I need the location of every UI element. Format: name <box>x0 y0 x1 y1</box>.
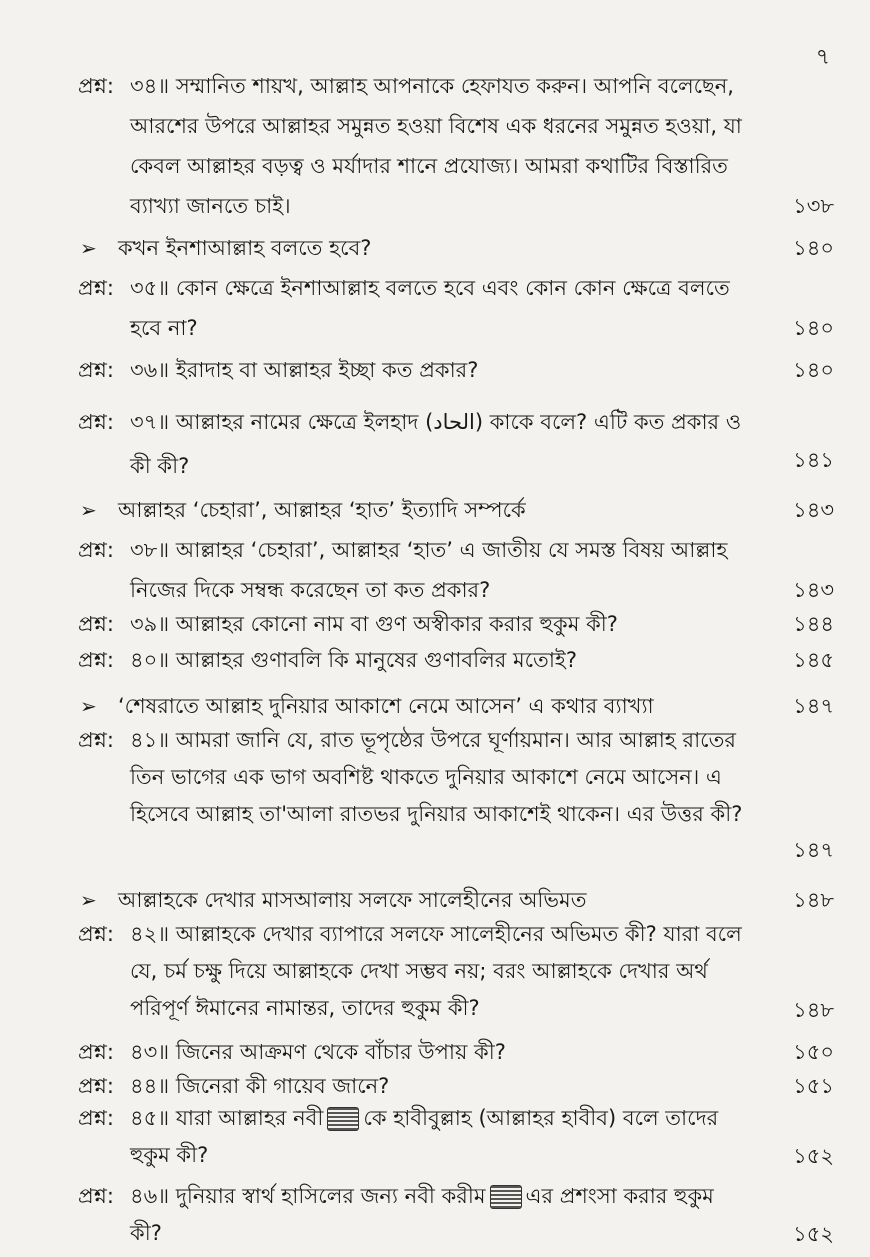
page-number: ৭ <box>815 45 830 70</box>
salawat-seal-icon <box>490 1185 522 1209</box>
toc-entry <box>78 916 834 1030</box>
page-ref: ১৫২ <box>793 1222 834 1246</box>
page-ref: ১৫০ <box>793 1040 834 1064</box>
question-number: ৪৩॥ <box>130 1040 170 1064</box>
question-label: প্রশ্ন: <box>78 410 114 434</box>
question-text: ৩৭॥ আল্লাহর নামের ক্ষেত্রে ইলহাদ (الحاد) কাকে বলে? এটি কত প্রকার ও কী কী? <box>130 410 742 478</box>
question-text: ৩৮॥ আল্লাহর ‘চেহারা’, আল্লাহর ‘হাত’ এ জাতীয় যে সমস্ত বিষয় আল্লাহ নিজের দিকে সম্বন্ধ করেছেন তা কত প্রকার? <box>130 538 728 602</box>
page-ref: ১৪৩ <box>793 498 834 522</box>
question-label: প্রশ্ন: <box>78 74 114 98</box>
question-number: ৩৬॥ <box>130 358 170 382</box>
salawat-seal-icon <box>327 1107 359 1131</box>
question-label: প্রশ্ন: <box>78 922 114 946</box>
toc-entry <box>78 530 834 610</box>
question-label: প্রশ্ন: <box>78 728 114 752</box>
arrow-bullet-icon: ➢ <box>80 694 97 718</box>
toc-entry <box>78 1100 834 1176</box>
page-ref: ১৪০ <box>793 236 834 260</box>
question-number: ৪২॥ <box>130 922 170 946</box>
page-ref: ১৪০ <box>793 358 834 382</box>
question-text: ৪৫॥ যারা আল্লাহর নবী কে হাবীবুল্লাহ (আল্লাহর হাবীব) বলে তাদের হুকুম কী? <box>130 1106 719 1167</box>
toc-entry <box>78 400 834 480</box>
toc-entry <box>78 66 834 226</box>
page-ref: ১৫১ <box>793 1074 834 1098</box>
toc-entry <box>78 640 834 680</box>
toc-entry <box>78 268 834 348</box>
question-label: প্রশ্ন: <box>78 1074 114 1098</box>
question-number: ৩৪॥ <box>130 74 170 98</box>
page-ref: ১৪৭ <box>793 694 834 718</box>
question-text: ৩৯॥ আল্লাহর কোনো নাম বা গুণ অস্বীকার করার হুকুম কী? <box>130 612 618 636</box>
question-number: ৪০॥ <box>130 648 170 672</box>
question-number: ৪১॥ <box>130 728 170 752</box>
question-number: ৩৭॥ <box>130 410 170 434</box>
question-label: প্রশ্ন: <box>78 1184 114 1208</box>
page-ref: ১৪৩ <box>793 578 834 602</box>
question-number: ৩৫॥ <box>130 276 170 300</box>
page-ref: ১৪৭ <box>793 838 834 862</box>
page-ref: ১৪১ <box>793 448 834 472</box>
section-heading: ➢ আল্লাহকে দেখার মাসআলায় সলফে সালেহীনের অভিমত ১৪৮ <box>78 880 834 920</box>
page-ref: ১৪৫ <box>793 648 834 672</box>
page-ref: ১৫২ <box>793 1144 834 1168</box>
toc-entry <box>78 350 834 390</box>
section-heading: ➢ কখন ইনশাআল্লাহ বলতে হবে? ১৪০ <box>78 228 834 268</box>
question-text: ৪৩॥ জিনের আক্রমণ থেকে বাঁচার উপায় কী? <box>130 1040 506 1064</box>
toc-entry <box>78 722 834 870</box>
question-number: ৩৮॥ <box>130 538 170 562</box>
question-label: প্রশ্ন: <box>78 1040 114 1064</box>
question-number: ৪৪॥ <box>130 1074 170 1098</box>
question-label: প্রশ্ন: <box>78 612 114 636</box>
question-label: প্রশ্ন: <box>78 358 114 382</box>
question-text: ৪৪॥ জিনেরা কী গায়েব জানে? <box>130 1074 390 1098</box>
question-label: প্রশ্ন: <box>78 648 114 672</box>
question-text: ৪২॥ আল্লাহকে দেখার ব্যাপারে সলফে সালেহীনের অভিমত কী? যারা বলে যে, চর্ম চক্ষু দিয়ে আল্লাহকে দেখা সম্ভব নয়; বরং আল্লাহকে দেখার অর্থ পরিপূর্ণ ঈমানের নামান্তর, তাদের হুকুম কী? <box>130 922 742 1020</box>
page-ref: ১৪৮ <box>793 998 834 1022</box>
question-text: ৩৫॥ কোন ক্ষেত্রে ইনশাআল্লাহ বলতে হবে এবং কোন কোন ক্ষেত্রে বলতে হবে না? <box>130 276 730 340</box>
page-ref: ১৪৮ <box>793 888 834 912</box>
question-label: প্রশ্ন: <box>78 538 114 562</box>
question-text: ৪১॥ আমরা জানি যে, রাত ভূপৃষ্ঠের উপরে ঘূর্ণায়মান। আর আল্লাহ রাতের তিন ভাগের এক ভাগ অবশিষ্ট থাকতে দুনিয়ার আকাশে নেমে আসেন। এ হিসেবে আল্লাহ তা'আলা রাতভর দুনিয়ার আকাশেই থাকেন। এর উত্তর কী? <box>130 728 743 826</box>
question-label: প্রশ্ন: <box>78 1106 114 1130</box>
arrow-bullet-icon: ➢ <box>80 236 97 260</box>
toc-entry <box>78 1178 834 1254</box>
question-text: ৪০॥ আল্লাহর গুণাবলি কি মানুষের গুণাবলির মতোই? <box>130 648 577 672</box>
question-label: প্রশ্ন: <box>78 276 114 300</box>
page-ref: ১৩৮ <box>793 194 834 218</box>
section-heading: ➢ আল্লাহর ‘চেহারা’, আল্লাহর ‘হাত’ ইত্যাদি সম্পর্কে ১৪৩ <box>78 490 834 530</box>
section-heading: ➢ ‘শেষরাতে আল্লাহ দুনিয়ার আকাশে নেমে আসেন’ এ কথার ব্যাখ্যা ১৪৭ <box>78 686 834 726</box>
arrow-bullet-icon: ➢ <box>80 498 97 522</box>
question-number: ৪৫॥ <box>130 1106 170 1130</box>
arrow-bullet-icon: ➢ <box>80 888 97 912</box>
page-ref: ১৪৪ <box>793 612 834 636</box>
question-text: ৩৬॥ ইরাদাহ বা আল্লাহর ইচ্ছা কত প্রকার? <box>130 358 479 382</box>
toc-entry <box>78 604 834 644</box>
question-number: ৪৬॥ <box>130 1184 170 1208</box>
question-text: ৪৬॥ দুনিয়ার স্বার্থ হাসিলের জন্য নবী করীম এর প্রশংসা করার হুকুম কী? <box>130 1184 714 1245</box>
question-text: ৩৪॥ সম্মানিত শায়খ, আল্লাহ আপনাকে হেফাযত করুন। আপনি বলেছেন, আরশের উপরে আল্লাহর সমুন্নত হওয়া বিশেষ এক ধরনের সমুন্নত হওয়া, যা কেবল আল্লাহর বড়ত্ব ও মর্যাদার শানে প্রযোজ্য। আমরা কথাটির বিস্তারিত ব্যাখ্যা জানতে চাই। <box>130 74 742 218</box>
question-number: ৩৯॥ <box>130 612 170 636</box>
page-ref: ১৪০ <box>793 316 834 340</box>
